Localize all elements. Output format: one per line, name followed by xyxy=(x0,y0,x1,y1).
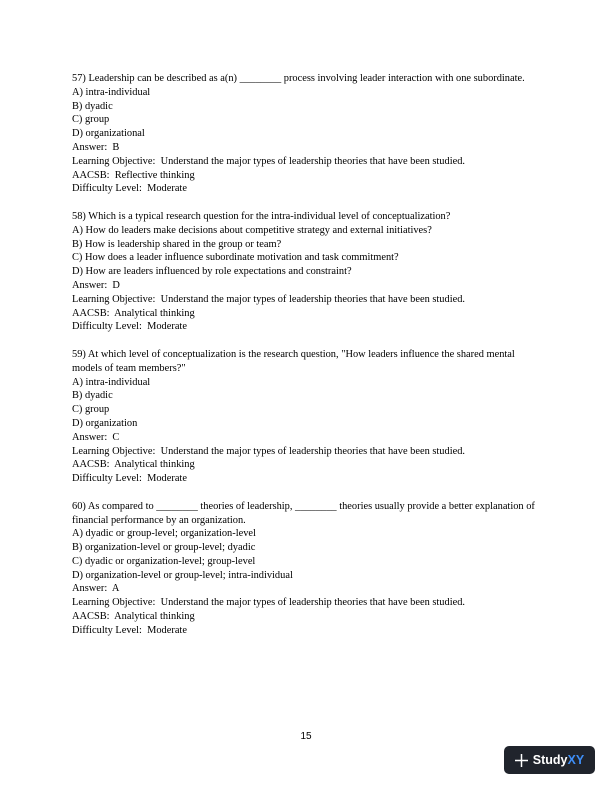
aacsb: AACSB: Analytical thinking xyxy=(72,307,195,319)
answer: Answer: B xyxy=(72,141,120,153)
option-a: A) intra-individual xyxy=(72,86,151,98)
question-stem: 60) As compared to ________ theories of leadership, ________ theories usually provide a better explanation of financial performance by an organization. xyxy=(72,500,535,526)
question-stem: 59) At which level of conceptualization is the research question, "How leaders influence the shared mental models of team members?" xyxy=(72,348,515,374)
question-58 xyxy=(72,210,542,334)
difficulty-level: Difficulty Level: Moderate xyxy=(72,183,187,195)
difficulty-level: Difficulty Level: Moderate xyxy=(72,624,187,636)
aacsb: AACSB: Analytical thinking xyxy=(72,459,195,471)
difficulty-level: Difficulty Level: Moderate xyxy=(72,473,187,485)
option-d: D) organizational xyxy=(72,128,145,140)
option-b: B) dyadic xyxy=(72,390,113,402)
brand-name: Study xyxy=(532,753,568,767)
question-60 xyxy=(72,500,542,638)
question-59 xyxy=(72,348,542,486)
brand-suffix: XY xyxy=(567,753,585,767)
option-b: B) How is leadership shared in the group or team? xyxy=(72,238,282,250)
option-b: B) organization-level or group-level; dyadic xyxy=(72,542,256,554)
learning-objective: Learning Objective: Understand the major types of leadership theories that have been studied. xyxy=(72,155,465,167)
option-a: A) How do leaders make decisions about competitive strategy and external initiatives? xyxy=(72,224,432,236)
answer: Answer: D xyxy=(72,279,120,291)
learning-objective: Learning Objective: Understand the major types of leadership theories that have been studied. xyxy=(72,445,465,457)
option-c: C) group xyxy=(72,114,110,126)
aacsb: AACSB: Reflective thinking xyxy=(72,169,195,181)
page-number: 15 xyxy=(300,731,312,742)
question-57 xyxy=(72,72,542,196)
option-c: C) dyadic or organization-level; group-level xyxy=(72,555,256,567)
option-a: A) dyadic or group-level; organization-level xyxy=(72,528,256,540)
option-d: D) How are leaders influenced by role expectations and constraint? xyxy=(72,266,352,278)
option-c: C) group xyxy=(72,404,110,416)
studyxy-badge[interactable] xyxy=(504,746,595,774)
difficulty-level: Difficulty Level: Moderate xyxy=(72,321,187,333)
plus-icon xyxy=(515,754,528,767)
option-d: D) organization-level or group-level; intra-individual xyxy=(72,569,293,581)
option-b: B) dyadic xyxy=(72,100,113,112)
answer: Answer: C xyxy=(72,431,120,443)
option-a: A) intra-individual xyxy=(72,376,151,388)
option-d: D) organization xyxy=(72,417,138,429)
question-stem: 57) Leadership can be described as a(n) ________ process involving leader interaction with one subordinate. xyxy=(72,73,525,84)
learning-objective: Learning Objective: Understand the major types of leadership theories that have been studied. xyxy=(72,293,465,305)
answer: Answer: A xyxy=(72,583,120,595)
aacsb: AACSB: Analytical thinking xyxy=(72,611,195,623)
question-list xyxy=(72,72,542,651)
learning-objective: Learning Objective: Understand the major types of leadership theories that have been studied. xyxy=(72,597,465,609)
question-stem: 58) Which is a typical research question for the intra-individual level of conceptualization? xyxy=(72,210,451,222)
option-c: C) How does a leader influence subordinate motivation and task commitment? xyxy=(72,252,399,264)
